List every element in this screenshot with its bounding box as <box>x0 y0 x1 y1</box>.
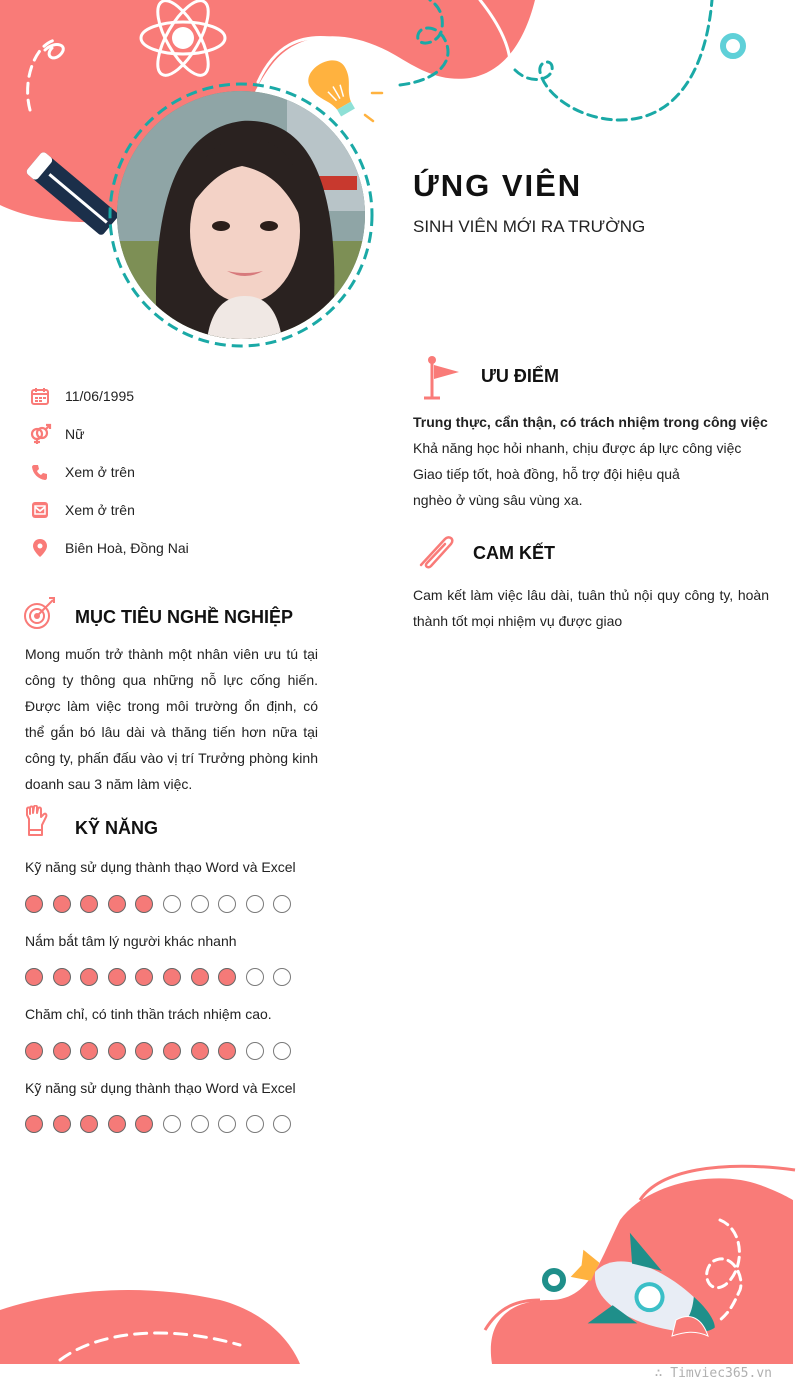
rating-dot-filled <box>135 895 153 913</box>
rating-dot-filled <box>25 1042 43 1060</box>
commitment-title: CAM KẾT <box>473 543 555 563</box>
rating-dot-filled <box>191 968 209 986</box>
rating-dot-filled <box>108 895 126 913</box>
contact-value: 11/06/1995 <box>65 388 135 404</box>
rating-dot-filled <box>163 1042 181 1060</box>
rating-dot-filled <box>191 1042 209 1060</box>
footer-brand: ∴ Timviec365.vn <box>654 1366 772 1381</box>
rating-dot-empty <box>163 1115 181 1133</box>
portrait-illustration <box>117 91 365 339</box>
contact-value: Xem ở trên <box>65 502 135 518</box>
rating-dot-filled <box>218 968 236 986</box>
avatar <box>117 91 365 339</box>
skill-rating <box>25 1042 301 1060</box>
rating-dot-filled <box>25 1115 43 1133</box>
strength-item: Trung thực, cẩn thận, có trách nhiệm trong công việc <box>413 414 768 430</box>
rating-dot-filled <box>108 968 126 986</box>
commitment-text: Cam kết làm việc lâu dài, tuân thủ nội quy công ty, hoàn thành tốt mọi nhiệm vụ được giao <box>413 587 769 629</box>
skill-rating <box>25 968 301 986</box>
skill-name: Chăm chỉ, có tinh thần trách nhiệm cao. <box>25 1006 272 1022</box>
contact-phone <box>28 459 135 485</box>
rating-dot-empty <box>246 1115 264 1133</box>
rating-dot-filled <box>135 968 153 986</box>
skill-rating <box>25 1115 301 1133</box>
contact-value: Xem ở trên <box>65 464 135 480</box>
strengths-list <box>413 409 783 513</box>
contact-email <box>28 497 135 523</box>
strength-item: nghèo ở vùng sâu vùng xa. <box>413 492 583 508</box>
objective-text: Mong muốn trở thành một nhân viên ưu tú tại công ty thông qua những nỗ lực cống hiến. Được làm việc trong môi trường ổn định, có thể gắn bó lâu dài và thăng tiến hơn nữa tại công ty, phấn đấu vào vị trí Trưởng phòng kinh doanh sau 3 năm làm việc. <box>25 646 318 792</box>
rating-dot-empty <box>191 1115 209 1133</box>
skills-title: KỸ NĂNG <box>75 818 159 838</box>
rating-dot-filled <box>53 1042 71 1060</box>
contact-birthday <box>28 383 134 409</box>
rating-dot-filled <box>53 968 71 986</box>
rating-dot-filled <box>108 1115 126 1133</box>
gender-icon <box>28 422 52 446</box>
rating-dot-empty <box>218 895 236 913</box>
candidate-name: ỨNG VIÊN <box>413 168 583 203</box>
rating-dot-filled <box>80 968 98 986</box>
rating-dot-filled <box>80 1042 98 1060</box>
rating-dot-filled <box>218 1042 236 1060</box>
rating-dot-filled <box>163 968 181 986</box>
email-icon <box>28 498 52 522</box>
rating-dot-filled <box>80 1115 98 1133</box>
flag-icon <box>421 355 463 406</box>
rating-dot-empty <box>273 1115 291 1133</box>
rating-dot-empty <box>246 968 264 986</box>
skill-name: Kỹ năng sử dụng thành thạo Word và Excel <box>25 1080 296 1096</box>
rating-dot-empty <box>273 1042 291 1060</box>
rating-dot-filled <box>25 968 43 986</box>
rating-dot-empty <box>218 1115 236 1133</box>
strength-item: Khả năng học hỏi nhanh, chịu được áp lực công việc <box>413 440 742 456</box>
strengths-title: ƯU ĐIỂM <box>481 366 559 386</box>
target-icon <box>23 596 59 635</box>
rating-dot-filled <box>135 1115 153 1133</box>
calendar-icon <box>28 384 52 408</box>
candidate-position: SINH VIÊN MỚI RA TRƯỜNG <box>413 217 646 236</box>
rating-dot-empty <box>191 895 209 913</box>
contact-gender <box>28 421 84 447</box>
rating-dot-filled <box>135 1042 153 1060</box>
rating-dot-filled <box>53 895 71 913</box>
rating-dot-empty <box>273 895 291 913</box>
phone-icon <box>28 460 52 484</box>
contact-value: Biên Hoà, Đồng Nai <box>65 540 189 556</box>
rating-dot-filled <box>108 1042 126 1060</box>
skill-name: Kỹ năng sử dụng thành thạo Word và Excel <box>25 859 296 875</box>
paperclip-icon <box>415 531 459 578</box>
rating-dot-filled <box>53 1115 71 1133</box>
rating-dot-empty <box>246 895 264 913</box>
contact-value: Nữ <box>65 426 85 442</box>
rating-dot-filled <box>25 895 43 913</box>
objective-title: MỤC TIÊU NGHỀ NGHIỆP <box>75 607 294 627</box>
location-pin-icon <box>28 536 52 560</box>
rating-dot-empty <box>246 1042 264 1060</box>
strength-item: Giao tiếp tốt, hoà đồng, hỗ trợ đội hiệu quả <box>413 466 680 482</box>
rating-dot-empty <box>273 968 291 986</box>
hand-icon <box>24 805 48 842</box>
contact-address <box>28 535 189 561</box>
skill-rating <box>25 895 301 913</box>
rating-dot-empty <box>163 895 181 913</box>
rating-dot-filled <box>80 895 98 913</box>
skill-name: Nắm bắt tâm lý người khác nhanh <box>25 933 237 949</box>
header-decoration <box>0 0 800 360</box>
